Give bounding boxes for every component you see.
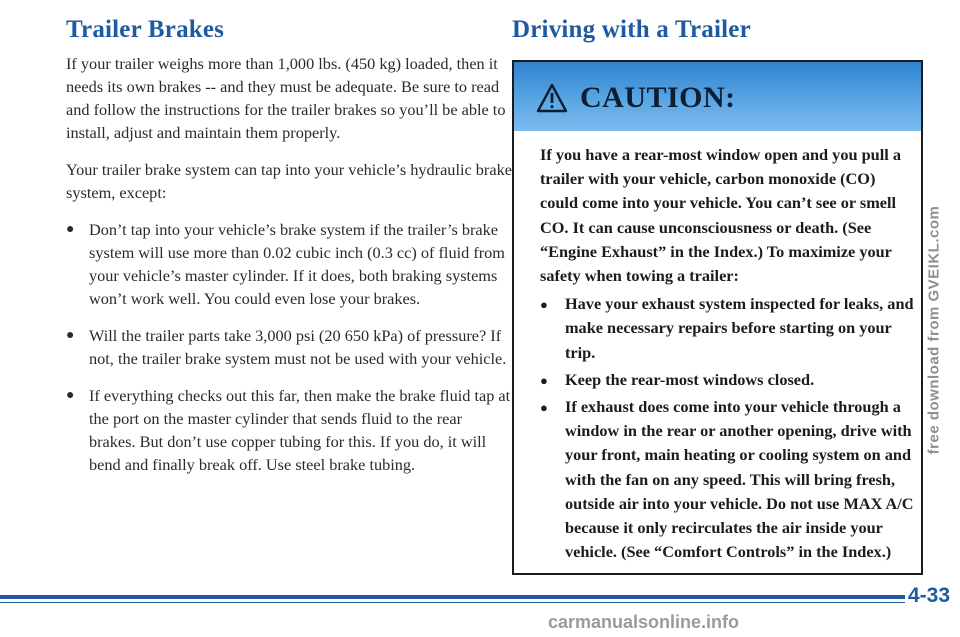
hydraulic-system-paragraph: Your trailer brake system can tap into your vehicle’s hydraulic brake system, except: [66, 160, 512, 202]
list-item-text: If exhaust does come into your vehicle through a window in the rear or another opening, drive with your front, main heating or cooling system on and with the fan on any speed. This will bring fresh, outside air into your vehicle. Do not use MAX A/C because it only recirculates the air inside your vehicle. (See “Comfort Controls” in the Index.) [565, 397, 914, 562]
list-item [540, 395, 916, 564]
driving-with-trailer-heading: Driving with a Trailer [512, 16, 751, 43]
side-watermark [925, 205, 943, 455]
caution-title-group [536, 78, 736, 118]
bullet-icon: ● [66, 328, 75, 343]
list-item [540, 292, 916, 365]
caution-box [512, 60, 923, 575]
list-item [66, 218, 512, 310]
bullet-icon: ● [540, 297, 548, 313]
caution-header-bar [514, 62, 921, 131]
bullet-icon: ● [540, 400, 548, 416]
list-item-text: Will the trailer parts take 3,000 psi (20 650 kPa) of pressure? If not, the trailer brake system must not be used with your vehicle. [89, 326, 507, 368]
caution-intro-text: If you have a rear-most window open and you pull a trailer with your vehicle, carbon monoxide (CO) could come into your vehicle. You can’t see or smell CO. It can cause unconsciousness or death. (See “Engine Exhaust” in the Index.) To maximize your safety when towing a trailer: [540, 145, 901, 286]
caution-title: CAUTION: [580, 81, 736, 114]
list-item [66, 324, 512, 370]
warning-triangle-icon [536, 83, 568, 113]
caution-list [540, 292, 916, 564]
list-item-text: Have your exhaust system inspected for leaks, and make necessary repairs before starting on your trip. [565, 294, 914, 362]
bottom-watermark: carmanualsonline.info [548, 612, 740, 632]
trailer-brakes-heading: Trailer Brakes [66, 16, 225, 43]
trailer-brakes-section [66, 52, 512, 490]
caution-body [540, 143, 916, 567]
footer-rule-thin [0, 602, 905, 603]
brake-exceptions-list [66, 218, 512, 476]
bullet-icon: ● [66, 388, 75, 403]
list-item-text: Keep the rear-most windows closed. [565, 369, 815, 389]
list-item [540, 368, 916, 392]
side-watermark-text: free download from GVEIKL.com [925, 205, 943, 455]
list-item [66, 384, 512, 476]
bullet-icon: ● [540, 372, 548, 388]
list-item-text: If everything checks out this far, then make the brake fluid tap at the port on the master cylinder that sends fluid to the rear brakes. But don’t use copper tubing for this. If you do, it will bend and finally break off. Use steel brake tubing. [89, 386, 511, 474]
trailer-weight-paragraph: If your trailer weighs more than 1,000 lbs. (450 kg) loaded, then it needs its own brakes -- and they must be adequate. Be sure to read and follow the instructions for the trailer brakes so you’ll be able to install, adjust and maintain them properly. [66, 54, 506, 142]
page-number: 4-33 [907, 584, 950, 607]
bullet-icon: ● [66, 222, 75, 237]
list-item-text: Don’t tap into your vehicle’s brake system if the trailer’s brake system will use more than 0.02 cubic inch (0.3 cc) of fluid from your vehicle’s master cylinder. If it does, both braking systems won’t work well. You could even lose your brakes. [89, 220, 505, 308]
footer-rule-thick [0, 595, 905, 599]
